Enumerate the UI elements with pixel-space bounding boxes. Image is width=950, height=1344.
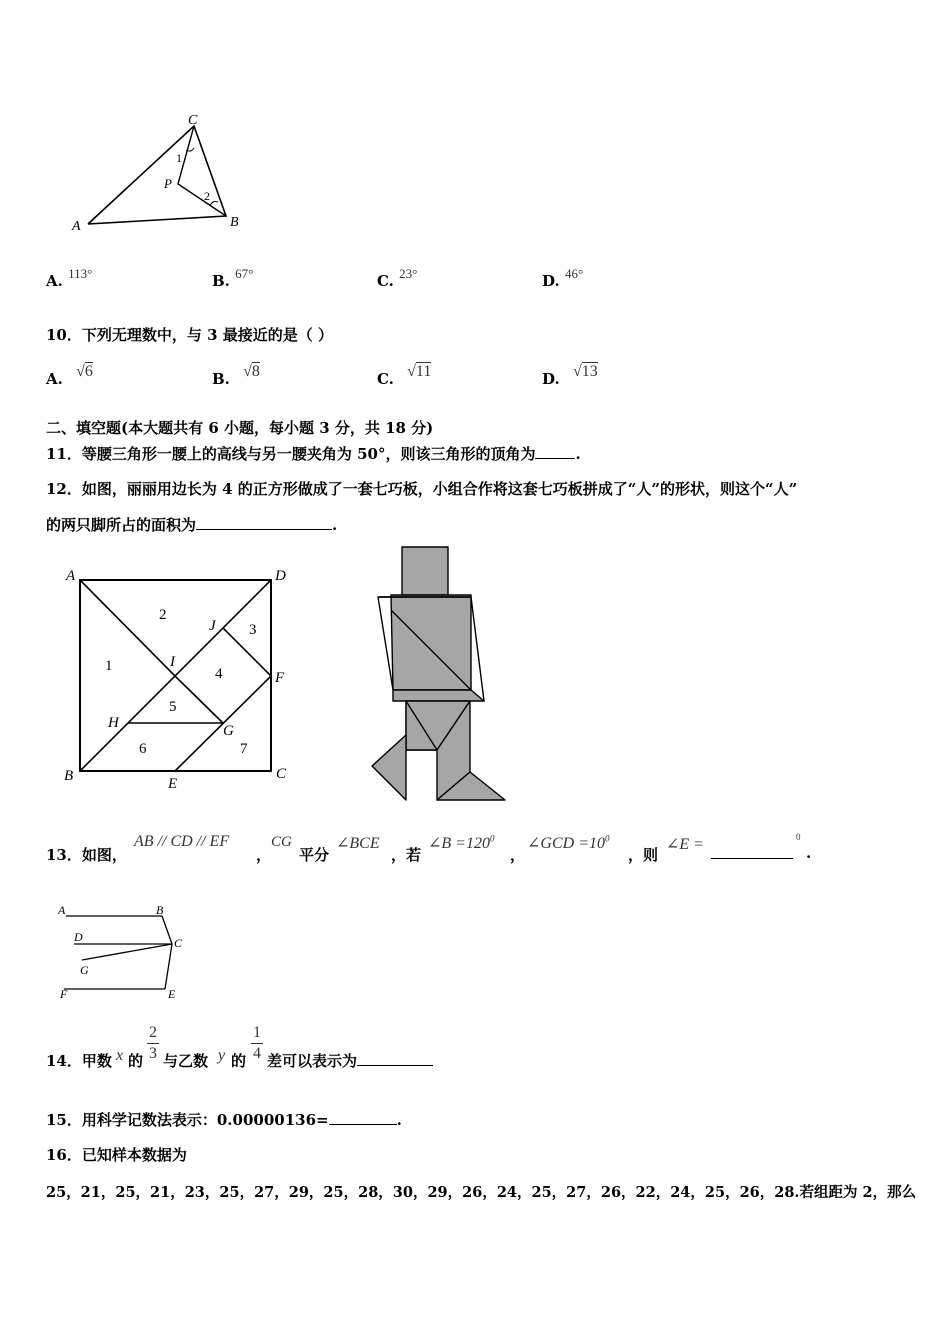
q13-parallel: AB // CD // EF: [134, 833, 230, 850]
q16-line2: 25，21，25，21，23，25，27，29，25，28，30，29，26，24，25，27，26，22，24，25，26，28.若组距为 2，那么: [46, 1184, 917, 1201]
q9-option-c[interactable]: [377, 266, 418, 290]
q15-end: .: [396, 1111, 402, 1129]
q12-answer-blank[interactable]: [196, 529, 332, 530]
fraction-numerator: 1: [253, 1024, 261, 1041]
q13-end: .: [806, 844, 812, 862]
q14-mid: 与乙数: [163, 1052, 209, 1070]
q10-option-b[interactable]: [212, 363, 260, 389]
angle-gcd-text: ∠GCD =10: [527, 835, 605, 852]
degree-sup: 0: [489, 833, 495, 844]
label-A: A: [66, 568, 76, 584]
sqrt-icon: √11: [407, 363, 432, 380]
q13-bisects: 平分: [299, 846, 330, 864]
label-B: B: [156, 903, 164, 917]
q13-angle-b: [428, 833, 494, 853]
section-2-heading: 二、填空题(本大题共有 6 小题，每小题 3 分，共 18 分): [46, 419, 434, 437]
q16-line1: 16．已知样本数据为: [46, 1146, 187, 1164]
radicand: 8: [251, 363, 260, 380]
label-G: G: [223, 723, 234, 739]
option-value: 46°: [564, 266, 584, 281]
q14-suffix-text: 差可以表示为: [267, 1052, 358, 1070]
q9-triangle-figure: [60, 108, 260, 238]
q15-text: 15．用科学记数法表示：0.00000136=: [46, 1111, 329, 1129]
degree-sup: 0: [604, 833, 610, 844]
q13-ruo: ，若: [391, 846, 422, 864]
piece-3: 3: [249, 622, 257, 638]
q13-angle-gcd: [527, 833, 609, 853]
body-base: [393, 690, 484, 701]
fraction-bar: [251, 1043, 263, 1044]
sqrt-icon: √6: [76, 363, 93, 380]
q9-option-a[interactable]: [46, 266, 93, 290]
option-letter: C.: [377, 370, 394, 388]
label-D: D: [275, 568, 286, 584]
angle-b-text: ∠B =120: [428, 835, 490, 852]
label-C: C: [276, 766, 287, 782]
q13-angle-bce: ∠BCE: [336, 835, 380, 852]
label-F: F: [275, 670, 285, 686]
label-A: A: [72, 219, 81, 234]
label-D: D: [74, 930, 83, 944]
q11-end: .: [575, 445, 581, 463]
q9-option-b[interactable]: [212, 266, 254, 290]
q9-option-d[interactable]: [542, 266, 584, 290]
label-A: A: [58, 903, 66, 917]
q13-prefix: 13．如图，: [46, 846, 127, 864]
label-P: P: [164, 176, 172, 191]
q14-y: y: [218, 1047, 226, 1064]
q13-comma1: ，: [256, 846, 272, 864]
option-letter: B.: [212, 370, 230, 388]
fraction-denominator: 4: [253, 1045, 261, 1062]
q10-option-c[interactable]: [377, 363, 432, 389]
fraction-bar: [147, 1043, 159, 1044]
q11: [46, 443, 581, 464]
head: [402, 547, 448, 595]
label-C: C: [174, 936, 183, 950]
q13-angle-e: ∠E =: [666, 836, 704, 853]
left-foot: [372, 735, 406, 800]
option-value: 67°: [235, 266, 254, 281]
piece-1: 1: [105, 658, 113, 674]
option-letter: C.: [377, 272, 394, 290]
q15-answer-blank[interactable]: [329, 1124, 397, 1125]
q11-text: 11．等腰三角形一腰上的高线与另一腰夹角为 50°，则该三角形的顶角为: [46, 445, 536, 463]
label-E: E: [168, 776, 178, 792]
radicand: 6: [84, 363, 93, 380]
q12-tangram-person: [362, 540, 522, 810]
piece-4: 4: [215, 666, 223, 682]
q12-line2: [46, 514, 337, 535]
q14-fraction-1: [147, 1024, 159, 1063]
q14-answer-blank[interactable]: [357, 1065, 433, 1066]
option-letter: D.: [542, 272, 560, 290]
q13-ze: ，则: [628, 846, 659, 864]
q13-parallel-figure: [50, 898, 200, 1008]
piece-2: 2: [159, 607, 167, 623]
radicand: 13: [581, 363, 598, 380]
label-C: C: [188, 113, 198, 128]
q13-cg: CG: [271, 834, 292, 850]
option-letter: A.: [46, 370, 63, 388]
q12-end: .: [332, 516, 338, 534]
label-J: J: [209, 618, 216, 634]
label-angle-1: 1: [176, 151, 182, 165]
label-B: B: [64, 768, 74, 784]
q12-line1: 12．如图，丽丽用边长为 4 的正方形做成了一套七巧板，小组合作将这套七巧板拼成了“人”的形状，则这个“人”: [46, 480, 798, 498]
q12-text: 的两只脚所占的面积为: [46, 516, 197, 534]
q13-degree-sup: 0: [796, 832, 801, 842]
q14-x: x: [116, 1047, 124, 1064]
piece-7: 7: [240, 741, 248, 757]
q10-option-a[interactable]: [46, 363, 93, 389]
label-F: F: [60, 987, 68, 1001]
q14-de2: 的: [231, 1052, 247, 1070]
option-letter: B.: [212, 272, 230, 290]
label-G: G: [80, 963, 89, 977]
sqrt-icon: √8: [243, 363, 260, 380]
q13-answer-blank[interactable]: [711, 858, 793, 859]
q14-prefix: 14．甲数: [46, 1052, 112, 1070]
q12-tangram-square: [60, 562, 300, 792]
fraction-denominator: 3: [149, 1045, 157, 1062]
label-E: E: [168, 987, 176, 1001]
radicand: 11: [415, 363, 432, 380]
option-value: 113°: [68, 266, 93, 281]
q14-suffix: [267, 1050, 433, 1071]
q13-comma2: ，: [510, 846, 526, 864]
q10-stem: 10．下列无理数中，与 3 最接近的是（ ）: [46, 326, 333, 344]
piece-5: 5: [169, 699, 177, 715]
body-left: [391, 595, 471, 690]
q11-answer-blank[interactable]: [535, 458, 575, 459]
label-B: B: [230, 215, 239, 230]
fraction-numerator: 2: [149, 1024, 157, 1041]
option-letter: A.: [46, 272, 63, 290]
q15: [46, 1109, 402, 1130]
option-value: 23°: [399, 266, 418, 281]
label-H: H: [108, 715, 119, 731]
option-letter: D.: [542, 370, 560, 388]
q14-de1: 的: [128, 1052, 144, 1070]
q10-option-d[interactable]: [542, 363, 598, 389]
sqrt-icon: √13: [572, 363, 598, 380]
label-I: I: [170, 654, 175, 670]
q14-fraction-2: [251, 1024, 263, 1063]
piece-6: 6: [139, 741, 147, 757]
label-angle-2: 2: [204, 189, 210, 203]
